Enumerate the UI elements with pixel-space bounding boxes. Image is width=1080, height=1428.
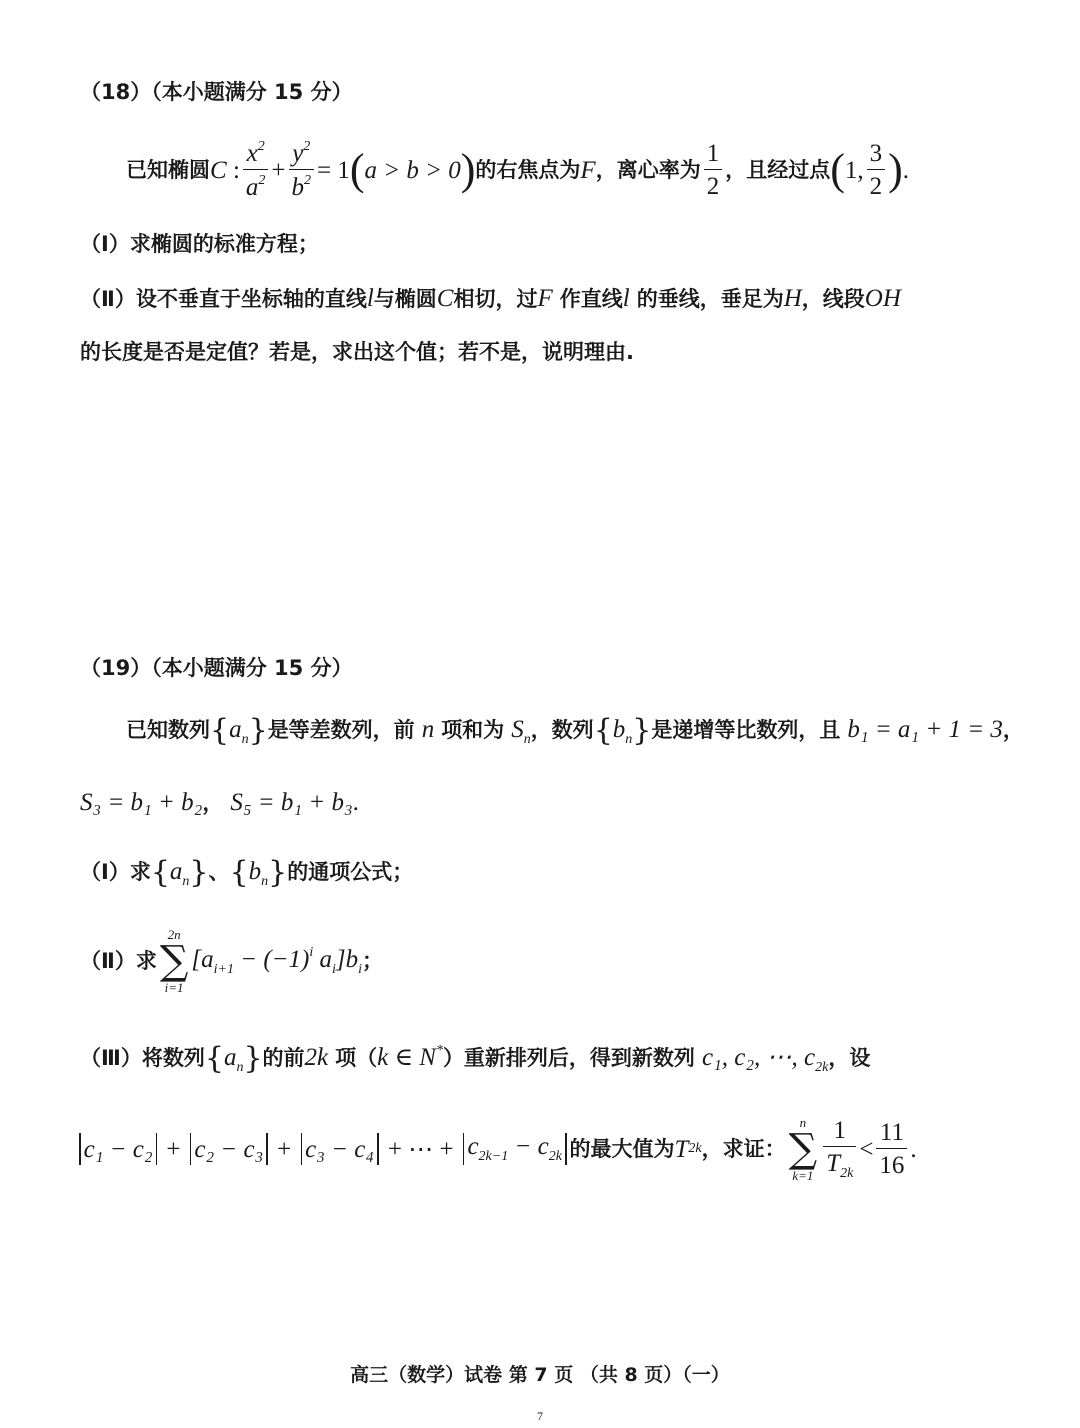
q18-heading: （18）（本小题满分 15 分）: [80, 80, 353, 104]
q18-part1: （Ⅰ）求椭圆的标准方程；: [80, 232, 319, 256]
page-number: 7: [537, 1409, 543, 1423]
focus-text: 的右焦点为: [475, 157, 581, 182]
q18-part2-line1: （Ⅱ）设不垂直于坐标轴的直线l与椭圆C相切，过F 作直线l 的垂线，垂足为H，线段OH: [80, 285, 901, 312]
abs-term-1: c₁ − c₂: [83, 1135, 153, 1163]
equals-one: = 1: [317, 156, 350, 184]
point-x: 1,: [844, 156, 864, 184]
condition: a > b > 0: [364, 156, 461, 184]
ellipse-name: C: [210, 156, 227, 184]
q19-stem-line2: S₃ = b₁ + b₂， S₅ = b₁ + b₃.: [80, 789, 359, 816]
q19-part3-line1: （Ⅲ）将数列$\{a_n\}$的前2k 项（k ∈ N*）重新排列后，得到新数列 c₁, c₂, ⋯, $c_{2k}$，设: [80, 1041, 871, 1076]
q18-stem: 已知椭圆 C : $\frac{x^2}{a^2}$ + $\frac{y^2}{b^2}$ = 1 ( a > b > 0 ) 的右焦点为 F ，离心率为 $\frac{1}{2}$ ，且经过点 ( 1, $\frac{3}{2}$ ) .: [126, 138, 910, 201]
q19-heading: （19）（本小题满分 15 分）: [80, 656, 353, 680]
q18-intro: 已知椭圆: [126, 157, 210, 182]
point-y-fraction: $\frac{3}{2}$: [867, 140, 886, 201]
page-footer: 高三（数学）试卷 第 7 页 （共 8 页）（一）: [350, 1364, 730, 1386]
y-over-b-fraction: $\frac{y^2}{b^2}$: [289, 139, 315, 202]
focus-var: F: [580, 156, 596, 184]
eccentricity-fraction: $\frac{1}{2}$: [704, 140, 723, 201]
plus-sign: +: [271, 156, 286, 184]
ecc-text: ，离心率为: [595, 157, 701, 182]
abs-term-2: c₂ − c₃: [194, 1135, 264, 1163]
reciprocal-T-fraction: $\frac{1}{T_{2k}}$: [823, 1117, 856, 1182]
summation-sign-2: n ∑ k=1: [788, 1115, 818, 1183]
pass-text: ，且经过点: [725, 157, 831, 182]
q19-part1: （Ⅰ）求$\{a_n\}$、$\{b_n\}$的通项公式；: [80, 855, 414, 890]
q18-part2-line2: 的长度是否是定值？若是，求出这个值；若不是，说明理由.: [80, 340, 634, 364]
eleven-sixteenths-fraction: $\frac{11}{16}$: [876, 1119, 907, 1180]
q19-part2: （Ⅱ）求 2n ∑ i=1 [$a_{i+1} - (-1)^i$ $a_i]b_i$ ；: [80, 927, 384, 995]
q19-stem-line1: 已知数列$\{a_n\}$是等差数列，前 n 项和为 $S_n$，数列$\{b_n\}$是递增等比数列，且 b₁ = a₁ + 1 = 3，: [126, 713, 1024, 748]
abs-term-last: $c_{2k-1} - c_{2k}$: [467, 1133, 562, 1164]
summation-expression: [$a_{i+1} - (-1)^i$ $a_i]b_i$: [191, 944, 363, 977]
abs-term-3: c₃ − c₄: [305, 1135, 375, 1163]
x-over-a-fraction: $\frac{x^2}{a^2}$: [243, 139, 269, 202]
summation-sign: 2n ∑ i=1: [159, 927, 189, 995]
q19-part3-line2: c₁ − c₂ + c₂ − c₃ + c₃ − c₄ + ⋯ + $c_{2k-1} - c_{2k}$ 的最大值为 T 2k ，求证： n ∑ k=1 $\frac{1}{T_{2k}}$ < $\frac{11}{16}$ .: [76, 1114, 917, 1184]
